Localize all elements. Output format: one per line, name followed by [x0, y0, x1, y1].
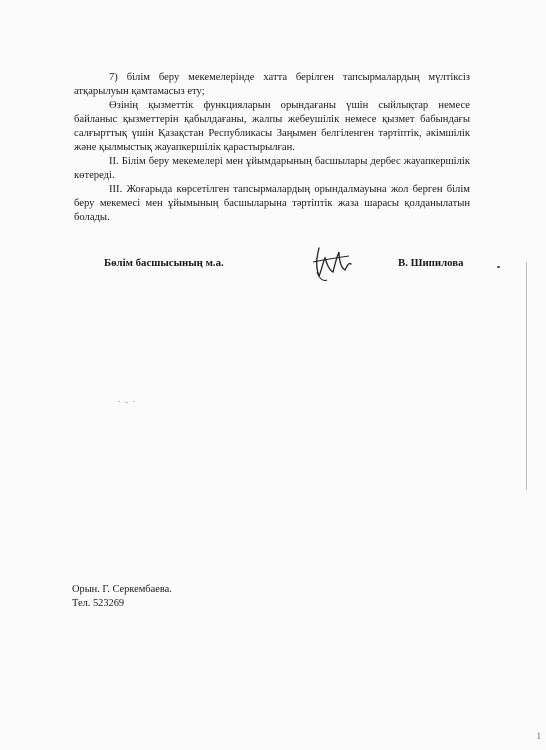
- scan-speck: [118, 401, 120, 402]
- scan-speck: [125, 402, 128, 403]
- paragraph-section-iii: III. Жоғарыда көрсетілген тапсырмалардың орындалмауына жол берген білім беру мекемесі мен ұйымының басшыларына тәртіптік жаза шарасы қолданылатын болады.: [74, 184, 470, 223]
- executor-phone: Тел. 523269: [72, 598, 125, 609]
- scan-edge-line: [526, 262, 527, 490]
- page-mark: 1: [536, 731, 541, 741]
- executor-name: Орын. Г. Серкембаева.: [72, 584, 172, 595]
- paragraph-section-ii: II. Білім беру мекемелері мен ұйымдарының басшылары дербес жауапкершілік көтереді.: [74, 156, 470, 181]
- handwritten-signature: [309, 242, 355, 284]
- position-title: Бөлім басшысының м.а.: [104, 257, 224, 269]
- signature-block: [104, 255, 504, 285]
- footer-executor-info: [72, 583, 172, 611]
- scan-speck: [133, 401, 135, 402]
- paragraph-item-7: 7) білім беру мекемелерінде хатта берілген тапсырмалардың мүлтіксіз атқарылуын қамтамасыз ету;: [74, 72, 470, 97]
- signatory-name: В. Шипилова: [398, 257, 464, 269]
- document-body: [74, 71, 470, 225]
- paragraph-liability: Өзінің қызметтік функцияларын орындағаны үшін сыйлықтар немесе байланыс қызметтерін қабылдағаны, жалпы жебеушілік немесе қызмет бабындағы салғырттық үшін Қазақстан Республикасы Заңымен белгіленген тәртіптік, әкімшілік және қылмыстық жауапкершілік қарастырылған.: [74, 100, 470, 153]
